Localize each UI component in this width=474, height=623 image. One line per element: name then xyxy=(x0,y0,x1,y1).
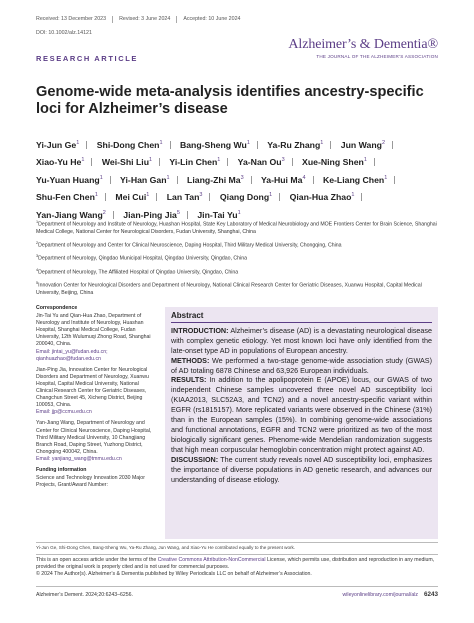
author-separator xyxy=(110,176,111,184)
author-name: Ya-Ru Zhang$^1$ xyxy=(267,139,324,150)
author-separator xyxy=(330,141,331,149)
correspondence-heading: Correspondence xyxy=(36,305,78,311)
author-separator xyxy=(313,176,314,184)
journal-subtitle: THE JOURNAL OF THE ALZHEIMER’S ASSOCIATION xyxy=(316,54,438,59)
section-label: RESEARCH ARTICLE xyxy=(36,54,138,63)
footnote-divider xyxy=(36,542,438,543)
author-separator xyxy=(105,193,106,201)
license-note: This is an open access article under the terms of the Creative Commons Attribution-NonCommercial License, which permits use, distribution and reproduction in any medium, provided the original work is properly cited and is not used for commercial purposes. © 2024 The Author(s). Alzheimer’s & Dementia published by Wiley Periodicals LLC on behalf of Alzheimer’s Association. xyxy=(36,557,435,577)
author-separator xyxy=(209,193,210,201)
date-divider xyxy=(112,16,113,23)
abstract-heading: Abstract xyxy=(171,311,432,323)
author-name: Jun Wang$^2$ xyxy=(340,139,386,150)
abstract-methods: METHODS: We performed a two-stage genome-wide association study (GWAS) of AD totaling 6878 Chinese and 63,926 European individuals. xyxy=(171,355,432,375)
author-separator xyxy=(159,158,160,166)
author-name: Yi-Han Gan$^1$ xyxy=(120,174,170,185)
revised-date: Revised: 3 June 2024 xyxy=(119,16,171,22)
funding-heading: Funding information xyxy=(36,466,87,473)
article-title: Genome-wide meta-analysis identifies ancestry-specific loci for Alzheimer’s disease xyxy=(36,84,424,117)
author-name: Xue-Ning Shen$^1$ xyxy=(302,157,367,168)
author-name: Shi-Dong Chen$^1$ xyxy=(96,139,163,150)
footnote-divider xyxy=(36,554,438,555)
article-dates xyxy=(36,16,240,23)
author-name: Qian-Hua Zhao$^1$ xyxy=(289,192,355,203)
date-divider xyxy=(176,16,177,23)
author-separator xyxy=(374,158,375,166)
email-link[interactable]: Email: jintai_yu@fudan.edu.cn; qianhuazhao@fudan.edu.cn xyxy=(36,348,108,362)
author-list xyxy=(36,136,441,223)
affiliation: $^5$Innovation Center for Neurological Disorders and Department of Neurology, National Clinical Research Center for Geriatric Diseases, Xuanwu Hospital, Capital Medical University, Beijing, China xyxy=(36,280,422,296)
author-separator xyxy=(156,193,157,201)
correspondence xyxy=(36,305,154,489)
correspondence-block: Yan-Jiang Wang, Department of Neurology and Center for Clinical Neuroscience, Daping Hospital, Third Military Medical University, 10 Changjiang Branch Road, Daping Street, Yuzhong District, Chongqing 400042, China. Email: yanjiang_wang@tmmu.edu.cn xyxy=(36,420,154,463)
author-name: Mei Cui$^1$ xyxy=(115,192,150,203)
author-separator xyxy=(187,211,188,219)
author-separator xyxy=(227,158,228,166)
email-link[interactable]: Email: jjp@ccmu.edu.cn xyxy=(36,409,92,416)
affiliation: $^2$Department of Neurology and Center for Clinical Neuroscience, Daping Hospital, Third Military Medical University, Chongqing, China xyxy=(36,240,342,249)
abstract-results: RESULTS: In addition to the apolipoprotein E (APOE) locus, our GWAS of two independent Chinese samples uncovered three novel AD susceptibility loci (KIAA2013, SLC52A3, and TCN2) and a novel ancestry-specific variant within EGFR (rs1815157). More replicated variants were observed in the Chinese (31%) than in the European samples (15%). In combining genome-wide associations and functional annotations, EGFR and TCN2 were prioritized as two of the most biologically significant genes. Phenome-wide Mendelian randomization suggests that high mean corpuscular hemoglobin concentration might protect against AD. xyxy=(171,375,433,454)
author-name: Ya-Hui Ma$^4$ xyxy=(260,174,306,185)
website-link[interactable]: wileyonlinelibrary.com/journal/alz xyxy=(342,591,418,598)
doi[interactable]: DOI: 10.1002/alz.14121 xyxy=(36,30,92,36)
license-link[interactable]: Creative Commons Attribution-NonCommercial xyxy=(157,557,266,563)
affiliations xyxy=(36,219,441,301)
copyright-text: © 2024 The Author(s). Alzheimer’s & Dementia published by Wiley Periodicals LLC on behalf of Alzheimer’s Association. xyxy=(36,571,312,577)
author-name: Shu-Fen Chen$^1$ xyxy=(36,192,98,203)
author-name: Ya-Nan Ou$^3$ xyxy=(237,157,285,168)
author-name: Yu-Yuan Huang$^1$ xyxy=(36,174,103,185)
author-separator xyxy=(394,176,395,184)
affiliation: $^4$Department of Neurology, The Affiliated Hospital of Qingdao University, Qingdao, China xyxy=(36,267,239,276)
abstract-discussion: DISCUSSION: The current study reveals novel AD susceptibility loci, emphasizes the importance of diverse populations in AD genetic research, and advances our understanding of disease etiology. xyxy=(171,454,432,484)
journal-name: Alzheimer’s & Dementia® xyxy=(288,37,438,52)
author-name: Yi-Lin Chen$^1$ xyxy=(169,157,221,168)
citation: Alzheimer’s Dement. 2024;20:6243–6256. xyxy=(36,591,133,598)
author-separator xyxy=(292,158,293,166)
accepted-date: Accepted: 10 June 2024 xyxy=(183,16,241,22)
author-name: Lan Tan$^3$ xyxy=(166,192,203,203)
author-name: Jian-Ping Jia$^5$ xyxy=(123,209,180,220)
equal-contribution-note: Yi-Jun Ge, Shi-Dong Chen, Bang-Sheng Wu, Ya-Ru Zhang, Jun Wang, and Xiao-Yu He contributed equally to the present work. xyxy=(36,545,296,550)
author-name: Qiang Dong$^1$ xyxy=(219,192,273,203)
affiliation: $^1$Department of Neurology and Institute of Neurology, Huashan Hospital, State Key Laboratory of Medical Neurobiology and MOE Frontiers Center for Brain Science, Shanghai Medical College, National Center for Neurological Disorders, Fudan University, Shanghai, China xyxy=(36,220,437,235)
author-separator xyxy=(91,158,92,166)
correspondence-block: Jin-Tai Yu and Qian-Hua Zhao, Department of Neurology and Institute of Neurology, Huashan Hospital, Shanghai Medical College, Fudan University, 12th Wulumuqi Zhong Road, Shanghai 200040, China. Email: jintai_yu@fudan.edu.cn; qianhuazhao@fudan.edu.cn xyxy=(36,313,154,363)
author-separator xyxy=(86,141,87,149)
author-name: Bang-Sheng Wu$^1$ xyxy=(179,139,250,150)
author-name: Yi-Jun Ge$^1$ xyxy=(36,139,80,150)
author-separator xyxy=(177,176,178,184)
page-number: 6243 xyxy=(423,591,438,598)
correspondence-block: Jian-Ping Jia, Innovation Center for Neurological Disorders and Department of Neurology, Xuanwu Hospital, Capital Medical University, National Clinical Research Center for Geriatric Diseases, Changchun Street 45, Xicheng District, Beijing 100053, China. Email: jjp@ccmu.edu.cn xyxy=(36,367,154,417)
author-separator xyxy=(392,141,393,149)
author-separator xyxy=(170,141,171,149)
author-separator xyxy=(361,193,362,201)
author-name: Ke-Liang Chen$^1$ xyxy=(322,174,388,185)
email-link[interactable]: Email: yanjiang_wang@tmmu.edu.cn xyxy=(36,455,122,462)
author-separator xyxy=(251,176,252,184)
abstract-introduction: INTRODUCTION: Alzheimer’s disease (AD) is a devastating neurological disease with complex genetic etiology. Yet most known loci have only identified from the late-onset type AD in populations of European ancestry. xyxy=(171,325,432,355)
affiliation: $^3$Department of Neurology, Qingdao Municipal Hospital, Qingdao University, Qingdao, China xyxy=(36,254,247,262)
page-footer xyxy=(36,591,438,598)
author-separator xyxy=(257,141,258,149)
journal-logo xyxy=(288,37,438,59)
author-name: Xiao-Yu He$^1$ xyxy=(36,157,85,168)
funding-text: Science and Technology Innovation 2030 Major Projects, Grant/Award Number: xyxy=(36,475,145,489)
author-name: Yan-Jiang Wang$^2$ xyxy=(36,209,106,220)
author-separator xyxy=(113,211,114,219)
author-name: Liang-Zhi Ma$^3$ xyxy=(187,174,244,185)
author-name: Jin-Tai Yu$^1$ xyxy=(197,209,241,220)
abstract-box xyxy=(165,307,438,539)
received-date: Received: 13 December 2023 xyxy=(36,16,107,22)
footer-divider xyxy=(36,586,438,587)
author-separator xyxy=(279,193,280,201)
author-name: Wei-Shi Liu$^1$ xyxy=(101,157,153,168)
